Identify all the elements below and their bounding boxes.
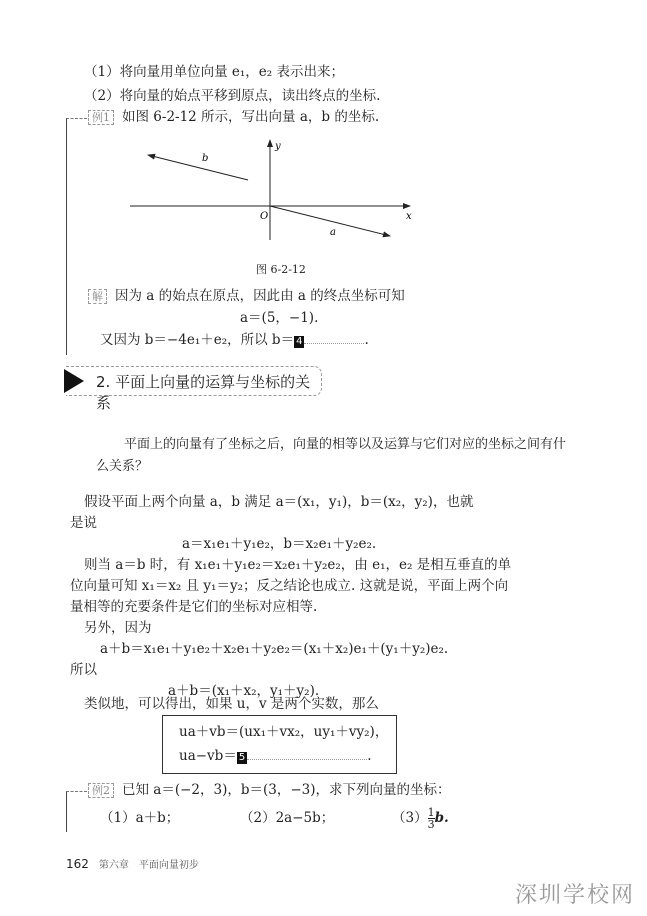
body-line: 另外，因为	[84, 620, 152, 636]
fraction-one-third: $\frac{1}{3}$	[427, 806, 435, 831]
chapter-title: 第六章 平面向量初步	[98, 860, 199, 871]
blank-marker-5: 5	[238, 752, 246, 763]
origin-label: O	[260, 211, 269, 222]
page-footer	[66, 856, 199, 871]
solution1-line1: 因为 a 的始点在原点，因此由 a 的终点坐标可知	[115, 288, 405, 304]
question-line-2: 么关系？	[96, 459, 149, 474]
solution1-label: 解	[88, 289, 107, 304]
x-label: x	[406, 211, 412, 222]
intro-item-2: （2）将向量的始点平移到原点，读出终点的坐标.	[84, 88, 381, 104]
example2-label: 例2	[88, 783, 114, 798]
question-line-1: 平面上的向量有了坐标之后，向量的相等以及运算与它们对应的坐标之间有什	[124, 437, 567, 452]
body-line: 量相等的充要条件是它们的坐标对应相等.	[70, 599, 318, 615]
example1-label: 例1	[88, 110, 114, 125]
blank-marker-4: 4	[296, 336, 303, 347]
intro-item-1: （1）将向量用单位向量 e₁，e₂ 表示出来；	[84, 64, 344, 80]
box-line-1: ua＋vb＝(ux₁＋vx₂，uy₁＋vy₂)，	[179, 724, 389, 740]
figure-6-2-12	[130, 135, 420, 255]
watermark: 深圳学校网	[514, 883, 635, 908]
solution1-line2: a＝(5，−1).	[240, 310, 319, 326]
formula-box: ua＋vb＝(ux₁＋vx₂，uy₁＋vy₂)， ua−vb＝ 5 .	[162, 715, 397, 774]
example1-text: 如图 6-2-12 所示，写出向量 a，b 的坐标.	[122, 109, 380, 125]
solution1-line3: 又因为 b＝−4e₁＋e₂，所以 b＝	[100, 332, 295, 348]
body-line: 假设平面上两个向量 a，b 满足 a＝(x₁，y₁)，b＝(x₂，y₂)，也就	[84, 494, 474, 510]
page-number: 162	[66, 857, 89, 871]
body-formula: a＋b＝x₁e₁＋y₁e₂＋x₂e₁＋y₂e₂＝(x₁＋x₂)e₁＋(y₁＋y₂)e₂.	[100, 641, 449, 657]
section-heading	[66, 366, 322, 412]
figure-caption: 图 6-2-12	[256, 263, 306, 276]
y-label: y	[275, 141, 281, 152]
example1-bracket	[66, 118, 87, 355]
example2-text: 已知 a＝(−2，3)，b＝(3，−3)，求下列向量的坐标：	[122, 782, 451, 798]
example2-item-3: （3）	[392, 810, 428, 826]
body-formula: a＝x₁e₁＋y₁e₂，b＝x₂e₁＋y₂e₂.	[182, 536, 377, 552]
body-line: 类似地，可以得出，如果 u，v 是两个实数，那么	[84, 696, 379, 712]
vector-b	[148, 155, 248, 180]
body-line: 则当 a＝b 时，有 x₁e₁＋y₁e₂＝x₂e₁＋y₂e₂，由 e₁，e₂ 是相互垂直的单	[84, 557, 512, 573]
example2-item-2: （2）2a−5b；	[240, 810, 335, 826]
example2-bracket	[66, 791, 87, 832]
body-formula: a＋b＝(x₁＋x₂，y₁＋y₂).	[168, 683, 320, 699]
body-line: 所以	[70, 662, 97, 678]
b-label: b	[202, 153, 209, 164]
example2-item-1: （1）a＋b；	[100, 810, 180, 826]
section-title: 2. 平面上向量的运算与坐标的关系	[96, 373, 311, 412]
body-line: 是说	[70, 515, 97, 531]
textbook-page: （1）将向量用单位向量 e₁，e₂ 表示出来； （2）将向量的始点平移到原点，读出终点的坐标. 例1 如图 6-2-12 所示，写出向量 a，b 的坐标. x y O a b 图 6-2-12 解 因为 a 的始点在原点，因此由 a 的终点坐标可知 a＝(5，−1). 又因为 b＝−4e₁＋e₂，所以 b＝ 4 . 2. 平面上向量的运算与坐标的关系 平面上的向量有了坐标之后，向量的相等以及运算与它们对应的坐标之间有什 么关系？ 假设平面上两个向量 a，b 满足 a＝(x₁，y₁)，b＝(x₂，y₂)，也就 是说 a＝x₁e₁＋y₁e₂，b＝x₂e₁＋y₂e₂. 则当 a＝b 时，有 x₁e₁＋y₁e₂＝x₂e₁＋y₂e₂，由 e₁，e₂ 是相互垂直的单 位向量可知 x₁＝x₂ 且 y₁＝y₂；反之结论也成立. 这就是说，平面上两个向 量相等的充要条件是它们的坐标对应相等. 另外，因为 a＋b＝x₁e₁＋y₁e₂＋x₂e₁＋y₂e₂＝(x₁＋x₂)e₁＋(y₁＋y₂)e₂. 所以 a＋b＝(x₁＋x₂，y₁＋y₂). 类似地，可以得出，如果 u，v 是两个实数，那么 ua＋vb＝(ux₁＋vx₂，uy₁＋vy₂)， ua−vb＝ 5 . 例2 已知 a＝(−2，3)，b＝(3，−3)，求下列向量的坐标： （1）a＋b； （2）2a−5b； （3） $\frac{1}{3}$ b. 162 第六章 平面向量初步 深圳学校网	[0, 0, 647, 916]
a-label: a	[330, 227, 336, 238]
body-line: 位向量可知 x₁＝x₂ 且 y₁＝y₂；反之结论也成立. 这就是说，平面上两个向	[70, 578, 509, 594]
arrow-icon	[64, 369, 84, 393]
box-line-2: ua−vb＝	[179, 748, 237, 764]
